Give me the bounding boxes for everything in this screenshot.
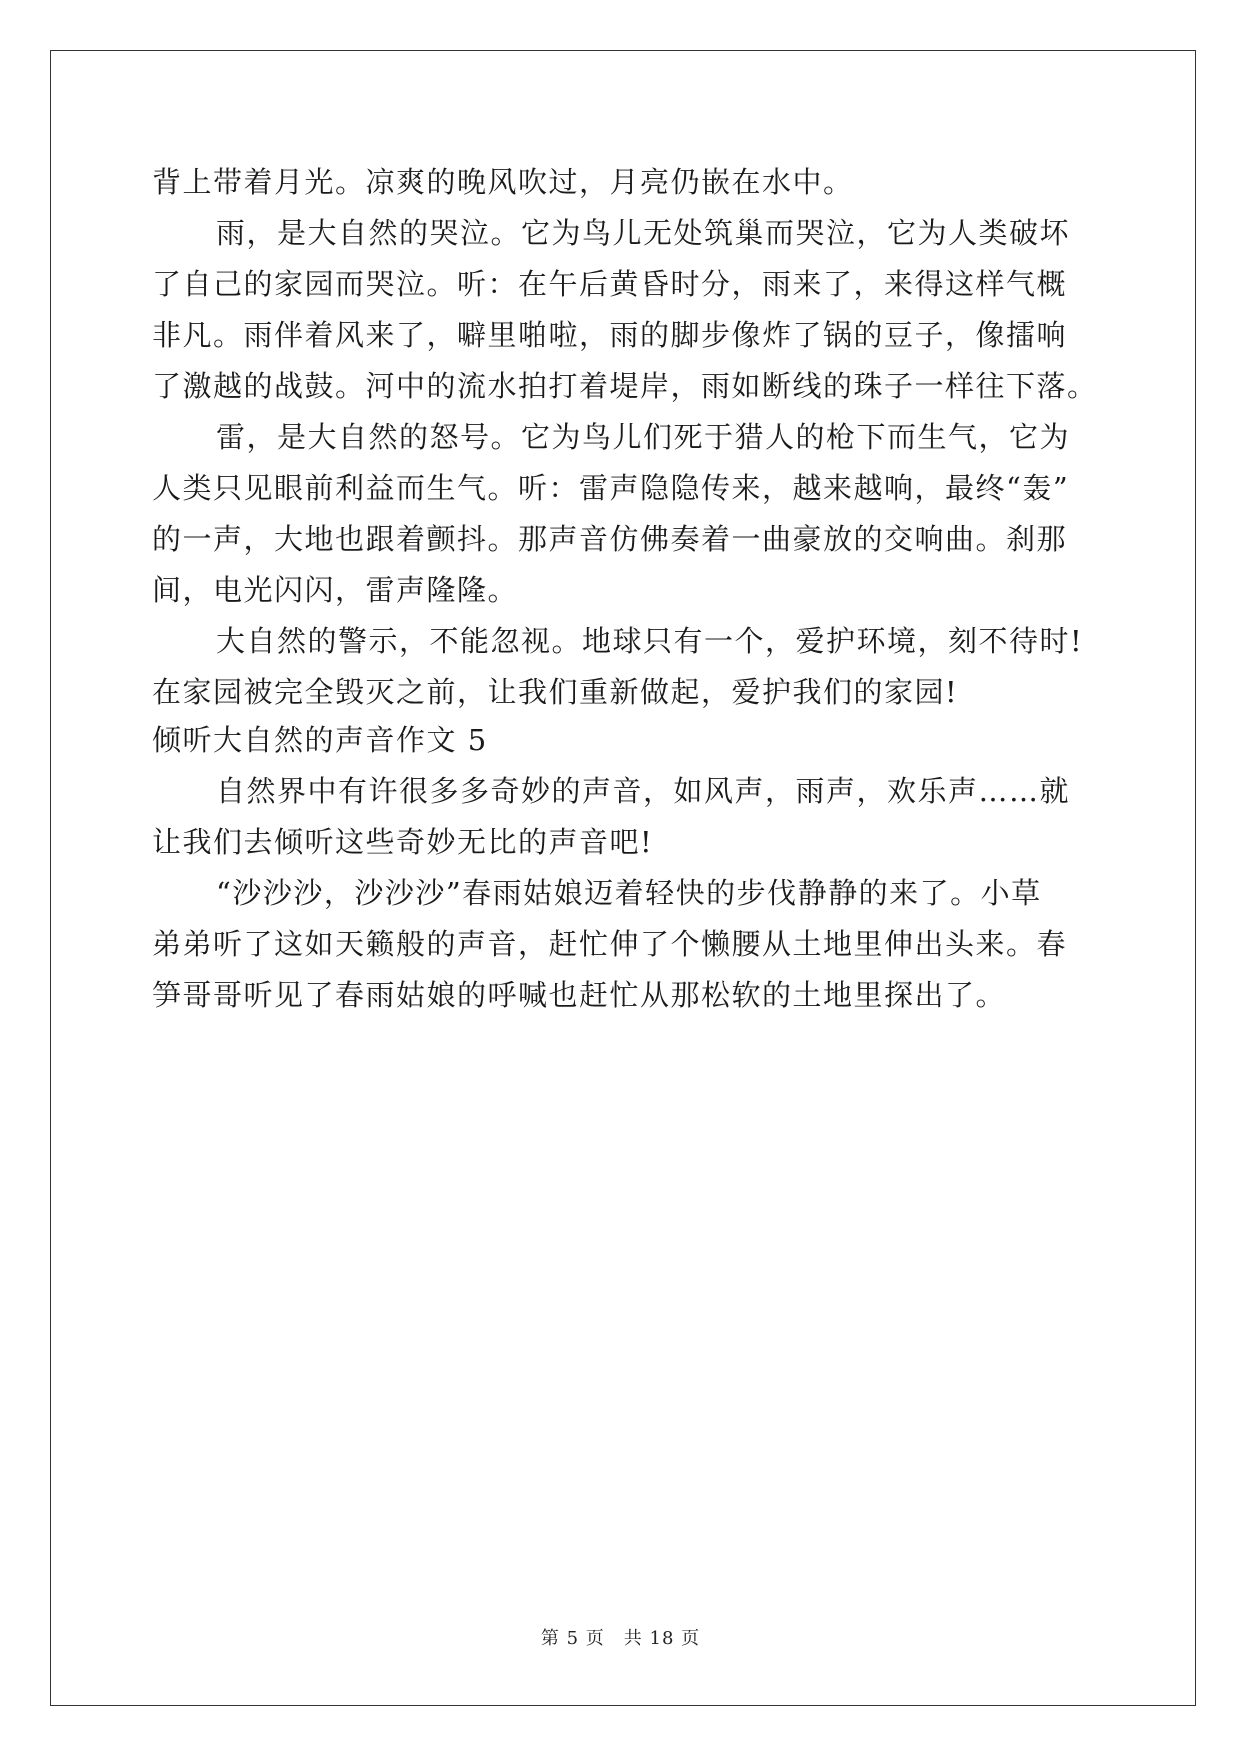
text-line: 在家园被完全毁灭之前，让我们重新做起，爱护我们的家园!	[152, 675, 959, 709]
text-line: 非凡。雨伴着风来了，噼里啪啦，雨的脚步像炸了锅的豆子，像擂响	[152, 318, 1068, 352]
paragraph-start: 自然界中有许很多多奇妙的声音，如风声，雨声，欢乐声……就	[216, 774, 1071, 808]
text-line: 的一声，大地也跟着颤抖。那声音仿佛奏着一曲豪放的交响曲。刹那	[152, 522, 1068, 556]
text-line: 了自己的家园而哭泣。听：在午后黄昏时分，雨来了，来得这样气概	[152, 267, 1068, 301]
paragraph-start: 雷，是大自然的怒号。它为鸟儿们死于猎人的枪下而生气，它为	[216, 420, 1071, 454]
text-line: 人类只见眼前利益而生气。听：雷声隐隐传来，越来越响，最终“轰”	[152, 471, 1070, 505]
text-line: 间，电光闪闪，雷声隆隆。	[152, 573, 519, 607]
text-line: 弟弟听了这如天籁般的声音，赶忙伸了个懒腰从土地里伸出头来。春	[152, 927, 1068, 961]
text-line: 背上带着月光。凉爽的晚风吹过，月亮仍嵌在水中。	[152, 165, 854, 199]
page-number-footer: 第 5 页 共 18 页	[540, 1628, 701, 1649]
text-line: 了激越的战鼓。河中的流水拍打着堤岸，雨如断线的珠子一样往下落。	[152, 369, 1098, 403]
section-title: 倾听大自然的声音作文 5	[152, 723, 488, 757]
paragraph-start: 雨，是大自然的哭泣。它为鸟儿无处筑巢而哭泣，它为人类破坏	[216, 216, 1071, 250]
paragraph-start: “沙沙沙，沙沙沙”春雨姑娘迈着轻快的步伐静静的来了。小草	[216, 876, 1042, 910]
text-line: 让我们去倾听这些奇妙无比的声音吧!	[152, 825, 654, 859]
paragraph-start: 大自然的警示，不能忽视。地球只有一个，爱护环境，刻不待时!	[216, 624, 1084, 658]
text-line: 笋哥哥听见了春雨姑娘的呼喊也赶忙从那松软的土地里探出了。	[152, 978, 1007, 1012]
